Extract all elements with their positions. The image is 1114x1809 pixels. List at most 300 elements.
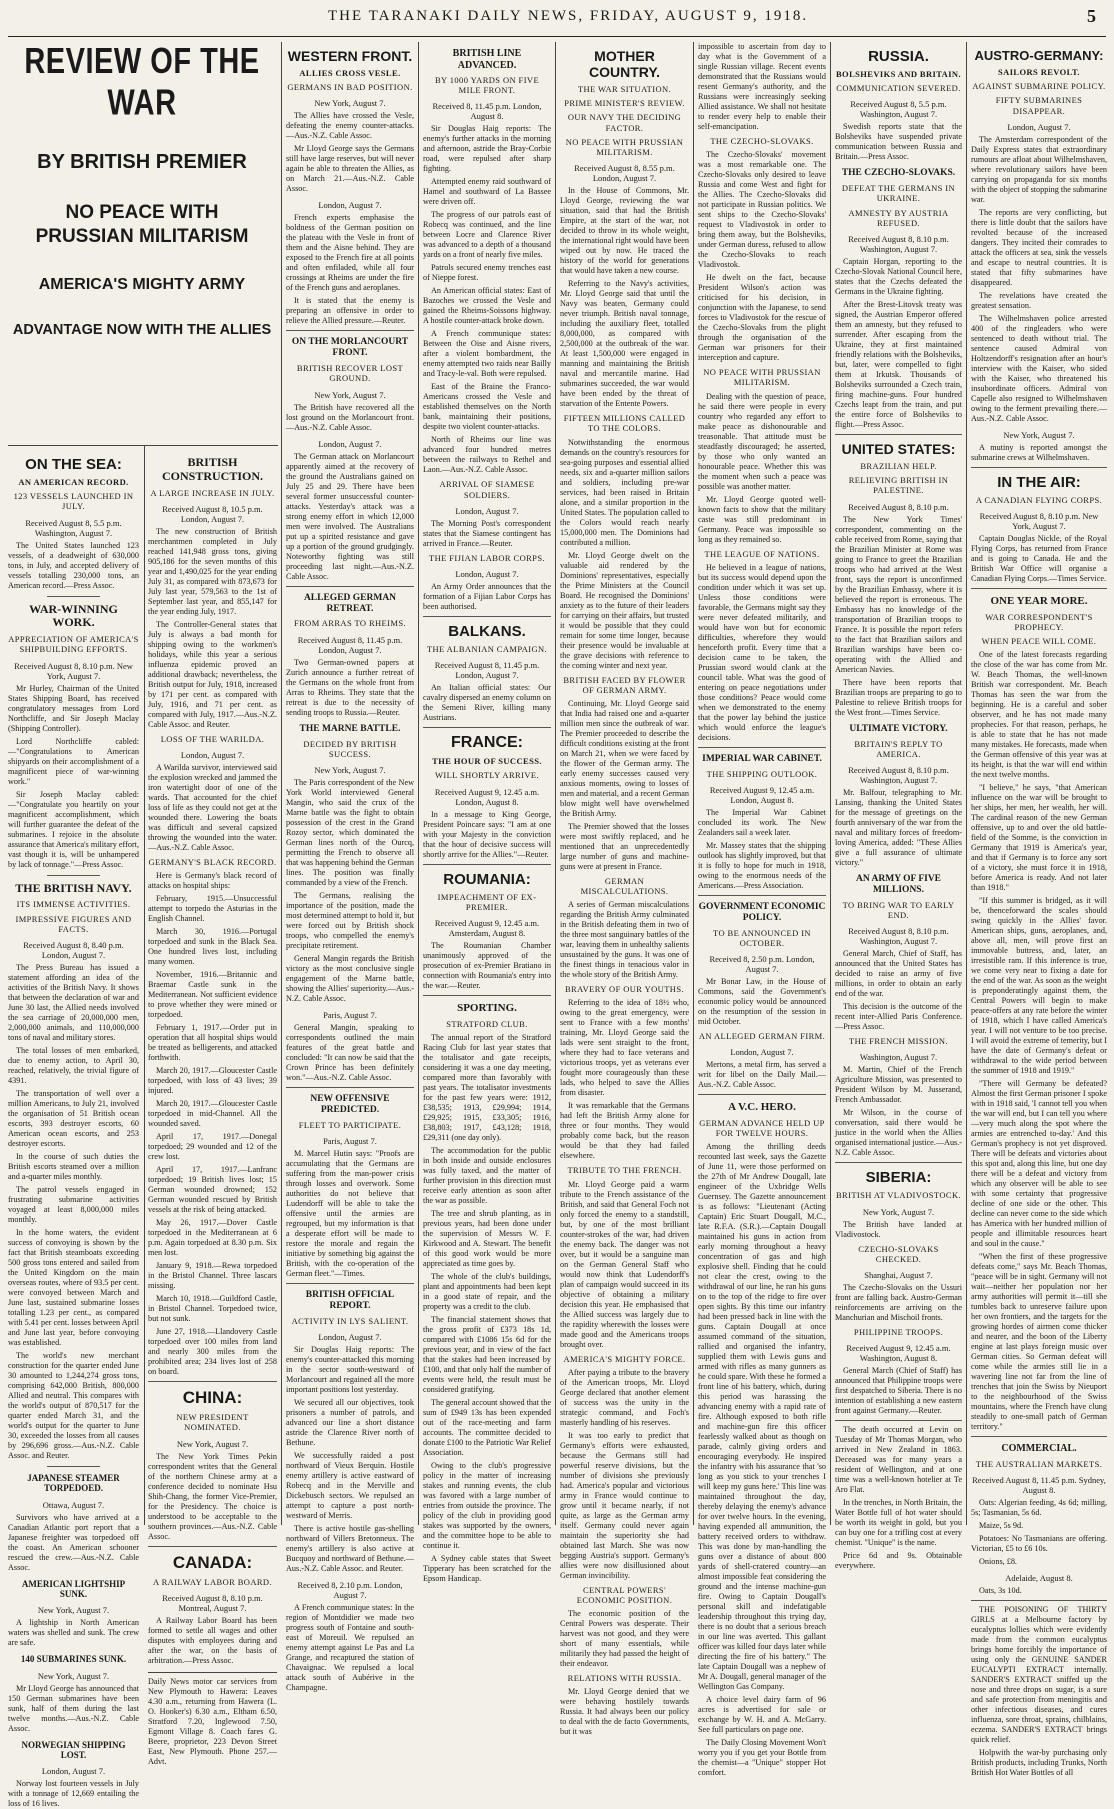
subhead: BRITISH FACED BY FLOWER OF GERMAN ARMY. [563, 674, 686, 695]
subhead: THE ALBANIAN CAMPAIGN. [426, 643, 548, 654]
divider [423, 995, 551, 996]
divider [286, 330, 414, 331]
column-rule [966, 42, 967, 1525]
paragraph: Referring to the idea of 18½ who, owing to the great emergency, were sent to France with a few months' training, Mr. Lloyd George said the lads were sent straight to the front, where they had to face veterans and victorious troops, yet as veterans ever fought more courageously than these lads, who helped to save the Allies from disaster. [560, 998, 689, 1098]
paragraph: M. Marcel Hutin says: "Proofs are accumulating that the Germans are suffering from the man-power crisis through losses and overwork. Some authorities do not believe that Ludendorff will be able to take the offensive until the armies are regrouped, but my information is that a desperate effort will be made to restore the morale and regain the initiative by something big against the British, with the co-operation of the German fleet."—Times. [286, 1148, 414, 1278]
paragraph: A French communique states: In the region of Montdidier we made two progress south of Fontaine and south-east of Moreuil. We repulsed an enemy attempt against Le Pas and La Grange, and recaptured the station of Chavaignac. We repulsed a local attack south of Aubérive in the Champagne. [286, 1602, 414, 1692]
dateline: London, August 7. [318, 1331, 382, 1342]
subhead: STRATFORD CLUB. [446, 1018, 528, 1029]
review-peace: NO PEACE WITH PRUSSIAN MILITARISM [35, 202, 249, 247]
paragraph: There have been reports that Brazilian troops are preparing to go to Palestine to relieve British troops for the West front.—Times Service. [835, 677, 962, 717]
dateline: New York, August 7. [314, 98, 386, 109]
dateline: Received August 8, 5.5 p.m. Washington, August 7. [25, 517, 122, 538]
paragraph: A choice level dairy farm of 96 acres is advertised for sale or exchange by W. H. and A. McGarry. See full particulars on page one. [698, 1695, 826, 1735]
paragraph: Mertons, a metal firm, has served a writ for libel on the Daily Mail.—Aus.-N.Z. Cable Assoc. [698, 1060, 826, 1090]
paragraph: May 26, 1917.—Dover Castle torpedoed in the Mediterranean at 6 p.m. Again torpedoed at 8.30 p.m. Six men lost. [148, 1218, 277, 1258]
column-3 [286, 42, 415, 1692]
column-rule [693, 42, 694, 1525]
dateline: New York, August 7. [37, 1670, 110, 1681]
dateline: Received 8, 2.50 p.m. London, August 7. [709, 954, 815, 975]
subhead: COMMUNICATION SEVERED. [836, 83, 961, 94]
subhead: BRITISH AT VLADIVOSTOCK. [835, 1190, 962, 1201]
dateline: Paris, August 7. [323, 1135, 377, 1146]
paragraph: The death occurred at Levin on Tuesday of Mr Thomas Morgan, who arrived in New Zealand in 1863. Deceased was for many years a resident of Wellington, and at one time was a well-known hotelier at Te Aro Flat. [835, 1425, 962, 1495]
section-head: CANADA: [172, 1552, 253, 1572]
subhead: BRITISH RECOVER LOST GROUND. [296, 363, 404, 384]
dateline: London, August 7. [41, 1766, 106, 1777]
subhead: WHEN PEACE WILL COME. [981, 635, 1097, 646]
divider [698, 1094, 826, 1095]
masthead-rule [8, 36, 1106, 37]
paragraph: June 27, 1918.—Llandovery Castle torpedoed over 100 miles from land and nearly 300 miles from the prohibited area; 234 lives lost of 258 on board. [148, 1327, 277, 1377]
subhead: THE FRENCH MISSION. [849, 1036, 948, 1047]
column-rule [144, 445, 145, 1525]
paragraph: An Italian official states: Our cavalry dispersed an enemy column on the Semeni River, killing many Austrians. [423, 683, 551, 723]
divider [835, 1420, 962, 1421]
subhead: BY 1000 YARDS ON FIVE MILE FRONT. [434, 75, 540, 96]
divider [47, 875, 99, 876]
paragraph: General March, Chief of Staff, has announced that the United States has decided to raise an army of five millions, in order to obtain an early end of the war. [835, 949, 962, 999]
paragraph: Notwithstanding the enormous demands on the country's resources for sea-going purposes and essential allied needs, six and a-quarter million sailors and soldiers, including pre-war services, had been raised in Britain alone, and a similar proportion in the United States. The population called to the Colors would reach nearly 15,000,000 men. The Dominions had contributed a million. [560, 437, 689, 547]
subhead: THE AUSTRALIAN MARKETS. [975, 1458, 1103, 1469]
paragraph: In the home waters, the evident success of convoying is shown by the fact that British steamboats exceeding 500 gross tons entered and sailed from the United Kingdom on the main overseas routes, where of 93.5 per cent. were convoyed between March and June last, sustained submarine losses totalling 1.23 per cent., as compared with 5.41 per cent. losses between April and June last year, before convoying was established. [8, 1227, 139, 1347]
dateline: Washington, August 7. [859, 1052, 938, 1063]
paragraph: Swedish reports state that the Bolsheviks have suspended private communication between Russia and Britain.—Press Assoc. [835, 122, 962, 162]
column-1 [8, 450, 139, 1809]
paragraph: November, 1916.—Britannic and Braemar Castle sunk in the Mediterranean. Not sufficient evidence to prove whether they were mined or torpedoed. [148, 970, 277, 1020]
paragraph: The reports are very conflicting, but there is little doubt that the sailors have revolted because of the increased dangers. They incited their comrades to attack the officers at sea, sink the vessels and escape to neutral countries. It is stated that fifty submarines have disappeared. [971, 207, 1107, 287]
dateline: New York, August 7. [1003, 429, 1075, 440]
headline: SPORTING. [457, 1001, 517, 1014]
paragraph: "If this summer is bridged, as it will be, thenceforward the scales should swing quickly in the Allies' favor. American ships, guns, aeroplanes, and, above all, men, will prove first an immovable buttress, and, later, an irresistible ram. If this inference is true, we come very near to fixing a date for the end of the war. As soon as the weight is preponderatingly against them, the Central Powers will begin to make peace-offers at any rate before the winter of 1918, which I have called America's year. I will not venture to be too precise. I will avoid the extreme of temerity, but I have the date of Germany's defeat or withdrawal to the wide period between the summer of 1918 and 1919." [971, 896, 1107, 1076]
paragraph: He believed in a league of nations, but its success would depend upon the condition under which it was set up. Unless those conditions were favorable, the Germans might say they were never defeated militarily, and would have won but for economic difficulties, wherefore they would henceforth profit. Every time that a decision came to be taken, the Prussian sword would clank at the council table. What was the good of entering on peace negotiations under those conditions? Peace would come when we demonstrated to the enemy that the power lay behind the justice which would enforce the league's decisions. [698, 562, 826, 742]
subhead: DECIDED BY BRITISH SUCCESS. [303, 738, 397, 759]
paragraph: In a message to King George, President Poincare says: "I am at one with your Majesty in the conviction that the hour of decisive success will shortly arrive for the Allies."—Reuter. [423, 809, 551, 859]
paragraph: Onions, £8. [979, 1556, 1017, 1566]
paragraph: Two German-owned papers at Zurich announce a further retreat of the Germans on the whole front from Arras to Rheims. They state that the retreat is due to the necessity of sending troops to Russia.—Reuter. [286, 657, 414, 717]
subhead: AMERICA'S MIGHTY FORCE. [563, 1353, 686, 1364]
paragraph: He dwelt on the fact, because President Wilson's action was criticised for his decision, in conjunction with the Japanese, to send forces to Vladivostok for the rescue of the Czecho-Slovaks from the plight through the organisation of the German war prisoners for their interception and capture. [698, 273, 826, 363]
subhead: IMPRESSIVE FIGURES AND FACTS. [15, 913, 132, 934]
review-army: AMERICA'S MIGHTY ARMY [38, 275, 246, 293]
divider [698, 895, 826, 896]
subhead: LOSS OF THE WARILDA. [160, 733, 265, 744]
dateline: Ottawa, August 7. [42, 1499, 105, 1510]
paragraph: The general account showed that the sum of £949 13s has been expended out of the race-meeting and farm accounts. The committee decided to donate £100 to the Patriotic War Relief Association. [423, 1397, 551, 1457]
column-rule [418, 42, 419, 1525]
subhead: TO BRING WAR TO EARLY END. [842, 899, 955, 920]
divider [835, 1162, 962, 1163]
headline: THE MARNE BATTLE. [299, 723, 401, 734]
newspaper-title: THE TARANAKI DAILY NEWS, FRIDAY, AUGUST 9, 1918. [328, 8, 809, 24]
divider [423, 864, 551, 865]
subhead: THE SHIPPING OUTLOOK. [706, 768, 818, 779]
subhead: PRIME MINISTER'S REVIEW. [564, 98, 685, 109]
column-6 [698, 42, 826, 1778]
subhead: GERMAN MISCALCULATIONS. [580, 875, 669, 897]
section-head: AUSTRO-GERMANY: [974, 48, 1104, 63]
paragraph: March 30, 1916.—Portugal torpedoed and sunk in the Black Sea. One hundred lives lost, including many women. [148, 927, 277, 967]
paragraph: "There will Germany be defeated? Almost the first German prisoner I spoke with in 1918 said, 'I cannot tell you when the war will end, but I can tell you where—very much along the spot where the armies are entrenched to-day.' And this German's prophecy is not yet disproved. There will be defeats and victories about this spot and, along this line, but one day there will be a defeat and victory from which any observer will be able to see with some certainty that progressive decline of one side or the other. This decline can never come to the side which has America with her hundred million of people and illimitable resources heart and soul in the cause." [971, 1079, 1107, 1249]
paragraph: Mr Lloyd George has announced that 150 German submarines have been sunk, half of them during the last twelve months.—Aus.-N.Z. Cable Assoc. [8, 1683, 139, 1733]
subhead: FIFTY SUBMARINES DISAPPEAR. [995, 95, 1083, 116]
subhead: NEW PRESIDENT NOMINATED. [176, 1412, 249, 1433]
paragraph: "I believe," he says, "that American influence on the war will be brought to her ships, her men, her wealth, her will. The cardinal reason of the new German offensive, up to and over the old battle-field of the Somme, is the conviction in Germany that 1919 is America's year, and that if Germany is to force any sort of a victory, she must force it in 1918, before America is ready. And not later than 1918." [971, 783, 1107, 893]
paragraph: The Czecho-Slovaks on the Ussuri front are falling back. Austro-German reinforcements are arriving on the Manchurian and Mischoil fronts. [835, 1282, 962, 1322]
paragraph: An Army Order announces that the formation of a Fijian Labor Corps has been authorised. [423, 581, 551, 611]
paragraph: Patrols secured enemy trenches east of Nieppe forest. [423, 263, 551, 283]
paragraph: THE POISONING OF THIRTY GIRLS at a Melbourne factory by eucalyptus lollies which were evidently made from the common eucalyptus brings home forcibly the importance of using only the GENUINE SANDER EUCALYPTI EXTRACT internally. SANDER'S EXTRACT sniffed up the nose and three drops on sugar, is a sure and safe protection from meningitis and other infectious diseases, and cures influenza, sore throat, sprains, chilblains, eczema. SANDER'S EXTRACT brings quick relief. [971, 1604, 1107, 1744]
paragraph: Holpwith the war-by purchasing only British products, including Trunks, North British Hot Water Bottles of all [971, 1747, 1107, 1777]
paragraph: The Premier showed that the losses were most swiftly replaced, and he mentioned that an unprecedentedly large number of guns and machine-guns were at present in France. [560, 821, 689, 871]
subhead: A RAILWAY LABOR BOARD. [153, 1576, 272, 1587]
paragraph: Sir Joseph Maclay cabled:—"Congratulate you heartily on your magnificent accomplishment, which will further guarantee the defeat of the submarines. I rejoice in the absolute assurance that America's military effort, vast though it is, will be unhampered by lack of tonnage."—Press Assoc. [8, 789, 139, 869]
paragraph: A Sydney cable states that Sweet Tipperary has been scratched for the Epsom Handicap. [423, 1553, 551, 1583]
dateline: London, August 7. [318, 200, 382, 211]
headline: ON THE MORLANCOURT FRONT. [291, 337, 409, 359]
subhead: RELIEVING BRITISH IN PALESTINE. [848, 475, 949, 496]
subhead: AMNESTY BY AUSTRIA REFUSED. [848, 207, 949, 228]
paragraph: Mr Hurley, Chairman of the United States Shipping Board, has received congratulatory messages from Lord Northcliffe, and Sir Joseph Maclay (Shipping Controller). [8, 683, 139, 733]
divider [423, 727, 551, 728]
subhead: GERMAN ADVANCE HELD UP FOR TWELVE HOURS. [699, 1117, 825, 1139]
subhead: ALLIES CROSS VESLE. [299, 68, 401, 78]
subhead: FIFTEEN MILLIONS CALLED TO THE COLORS. [563, 413, 686, 434]
paragraph: After the Brest-Litovsk treaty was signed, the Austrian Emperor offered them an amnesty, but they refused to surrender. After escaping from the Ukraine, they at first maintained friendly relations with the Bolsheviks, but, later, were compelled to fight them at Irkutsk. Thousands of Bolsheviks surrounded a Czech train, firing machine-guns. Four hundred Czechs leapt from the train, and put the entire force of Bolsheviks to flight.—Press Assoc. [835, 300, 962, 430]
headline: THE CZECHO-SLOVAKS. [841, 168, 956, 179]
advertisement: Daily News motor car services from New Plymouth to Hawera: Leaves 4.30 a.m., returning from Hawera (L. O. Hooker's) 6.30 a.m., Eltham 6.50, Stratford 7.20, Inglewood 7.50, Egmont Village 8. Coach fares G. Beere, proprietor, 223 Devon Street East, New Plymouth. Phone 257.—Advt. [148, 1672, 277, 1767]
dateline: Received August 8, 11.45 p.m. London, August 7. [434, 660, 540, 681]
paragraph: Mr. Lloyd George dwelt on the valuable aid rendered by the Dominions' representatives, especially the Prime Ministers at the Council Board. He recognised the Dominions' anxiety as to the future of their leaders for carrying on their affairs, but trusted it would be possible that they could remain for some time longer, because their presence would be invaluable at the grave decisions with reference to the coming winter and next year. [560, 550, 689, 670]
paragraph: We secured all our objectives, took prisoners a number of patrols, and advanced our line a short distance astride the Clarence River north of Bethune. [286, 1397, 414, 1447]
subhead: AGAINST SUBMARINE POLICY. [972, 81, 1106, 92]
paragraph: In the course of such duties the British escorts steamed over a million and a-quarter miles monthly. [8, 1151, 139, 1181]
review-byline: BY BRITISH PREMIER [37, 151, 247, 173]
paragraph: Mr. Lloyd George denied that we were behaving hostilely towards Russia. It had always been our policy to deal with the de facto Governments, but it was [560, 1687, 689, 1737]
section-head: UNITED STATES: [841, 441, 956, 458]
paragraph: Norway lost fourteen vessels in July with a tonnage of 12,669 entailing the loss of 16 lives. [8, 1779, 139, 1809]
headline: BRITISH OFFICIAL REPORT. [305, 1289, 395, 1311]
dateline: Received August 8, 8.40 p.m. London, August 7. [23, 939, 124, 960]
subhead: TO BE ANNOUNCED IN OCTOBER. [713, 927, 811, 948]
divider [971, 588, 1107, 589]
subhead: GERMANY'S BLACK RECORD. [148, 856, 277, 867]
subhead: WILL SHORTLY ARRIVE. [435, 770, 539, 781]
paragraph: The accommodation for the public in both inside and outside enclosures was fully taxed, and the matter of further provision in this direction must receive early attention as soon after the war as possible. [423, 1145, 551, 1205]
paragraph: It was remarkable that the Germans had left the British Army alone for three or four months. They would probably come back, but the reason would be that they had failed elsewhere. [560, 1101, 689, 1161]
headline: WAR-WINNING WORK. [29, 601, 118, 630]
subhead: NO PEACE WITH PRUSSIAN MILITARISM. [565, 136, 684, 157]
dateline: London, August 7. [318, 438, 382, 449]
subhead: OUR NAVY THE DECIDING FACTOR. [567, 112, 682, 133]
headline: A V.C. HERO. [728, 1101, 796, 1114]
column-5 [560, 42, 689, 1737]
paragraph: Sir Douglas Haig reports: The enemy's further attacks in the morning and afternoon, astride the Bray-Corbie road, were repulsed after sharp fighting. [423, 124, 551, 174]
paragraph: The Czecho-Slovaks' movement was a most remarkable one. The Czecho-Slovaks only desired to leave Russia and come West and fight for the Allies. The Czecho-Slovaks did not participate in Russian politics. We sent ships to the Czecho-Slovaks' request to Vladivostok in order to bring them away, but the Bolsheviks, under German duress, refused to allow the Czecho-Slovaks to reach Vladivostok. [698, 150, 826, 270]
paragraph: A Warilda survivor, interviewed said the explosion wrecked and jammed the iron watertight door of one of the wards. That accounted for the chief loss of life as they could not get at the wounded there. Lowering the boats was difficult and several capsized throwing the wounded into the water.—Aus.-N.Z. Cable Assoc. [148, 762, 277, 852]
paragraph: A series of German miscalculations regarding the British Army culminated in the British defeating them in two of the three most sanguinary battles of the war, leaving them in unhealthy salients unsustained by the guns. It was one of the finest things in tenacious valor in the whole story of the British Army. [560, 900, 689, 980]
subhead: THE FIJIAN LABOR CORPS. [429, 552, 545, 563]
paragraph: Mr. Balfour, telegraphing to Mr. Lansing, thanking the United States for the message of greetings on the fourth anniversary of the war from the naval and military forces of freedom-loving America, added: "These Allies give a full assurance of ultimate victory." [835, 787, 962, 867]
paragraph: Mr Bonar Law, in the House of Commons, said the Government's economic policy would be announced on the resumption of the session in mid October. [698, 977, 826, 1027]
subhead: THE LEAGUE OF NATIONS. [704, 548, 820, 559]
section-head: ROUMANIA: [443, 870, 531, 888]
paragraph: March 20, 1917.—Gloucester Castle torpedoed in mid-Channel. All the wounded saved. [148, 1099, 277, 1129]
page-number: 5 [1087, 6, 1096, 26]
paragraph: Sir Douglas Haig reports: The enemy's counter-attacked this morning in the sector south-westward of Morlancourt and regained all the more important positions lost yesterday. [286, 1344, 414, 1394]
subhead: NO PEACE WITH PRUSSIAN MILITARISM. [703, 367, 821, 388]
paragraph: The German attack on Morlancourt apparently aimed at the recovery of the ground the Australians gained on July 25 and 29. There have been several former unsuccessful counter-attacks. Yesterday's attack was a strong enemy effort in which 12,000 men were involved. The Australians put up a spirited resistance and gave up a portion of the ground grudgingly. Noteworthy fighting was still proceeding last night.—Aus.-N.Z. Cable Assoc. [286, 451, 414, 581]
subhead: DEFEAT THE GERMANS IN UKRAINE. [841, 183, 956, 204]
column-4 [423, 42, 551, 1583]
dateline: Received August 8, 8.10 p.m. [848, 501, 949, 512]
review-advantage: ADVANTAGE NOW WITH THE ALLIES [12, 321, 272, 338]
paragraph: Owing to the club's progressive policy in the matter of increasing stakes and running events, the club was favored with a large number of entries from outside the province. The policy of the club in providing good stakes was supported by the owners, and the committee hope to be able to continue it. [423, 1460, 551, 1550]
paragraph: The British have recovered all the lost ground on the Morlancourt front.—Aus.-N.Z. Cable Assoc. [286, 402, 414, 432]
paragraph: It is stated that the enemy is preparing an offensive in order to relieve the Allied pressure.—Reuter. [286, 296, 414, 326]
subhead: CENTRAL POWERS' ECONOMIC POSITION. [576, 1584, 673, 1605]
paragraph: The revelations have created the greatest sensation. [971, 290, 1107, 310]
divider [148, 1381, 277, 1382]
dateline: Received August 8, 8.55 p.m. London, August 7. [574, 163, 675, 184]
paragraph: French experts emphasise the boldness of the German position on the plateau with the Vesle in front of them and the Aisne behind. They are exposed to the French fire at all points and often enfiladed, while all four crossings at Rheims are under the fire of the French guns and aeroplanes. [286, 213, 414, 293]
column-8 [971, 42, 1107, 1777]
section-head: ON THE SEA: [25, 456, 122, 473]
paragraph: Mr Lloyd George says the Germans still have large reserves, but will never again be able to threaten the Allies, as on March 21.—Aus.-N.Z. Cable Assoc. [286, 144, 414, 194]
dateline: Paris, August 7. [323, 1009, 377, 1020]
dateline: Received August 8, 8.10 p.m. New York, August 7. [979, 510, 1099, 531]
section-head: WESTERN FRONT. [287, 48, 413, 64]
dateline: Received August 8, 8.10 p.m. Montreal, August 7. [162, 1592, 263, 1613]
subhead: BRITAIN'S REPLY TO AMERICA. [854, 738, 943, 759]
subhead: FLEET TO PARTICIPATE. [298, 1119, 402, 1130]
subhead: SAILORS REVOLT. [998, 67, 1080, 77]
dateline: London, August 7. [455, 505, 519, 516]
paragraph: Survivors who have arrived at a Canadian Atlantic port report that a Japanese freighter was torpedoed off the coast. An American schooner rescued the crew.—Aus.-N.Z. Cable Assoc. [8, 1512, 139, 1572]
paragraph: February 1, 1917.—Order put in operation that all hospital ships would be treated as belligerents, and attacked forthwith. [148, 1023, 277, 1063]
paragraph: February, 1915.—Unsuccessful attempt to torpedo the Asturias in the English Channel. [148, 894, 277, 924]
headline: BRITISH CONSTRUCTION. [161, 455, 263, 483]
paragraph: "When the first of these progressive defeats come," says Mr. Beach Thomas, "peace will be in sight. Germany will not wait—neither her population nor her army authorities will permit it—till she tumbles back to unreserve failure upon her own frontiers, and the targets for the growing hordes of airmen come thicker and nearer, and the boon of the Liberty engine at last plays foreign music over German cities. So German defeat will come while the armies still lie in a wavering line not far from the line of trenches that join the Swiss by Nieuport to the neighbourhood of the Swiss mountains, where the French have clung steadily to one-small patch of German territory." [971, 1252, 1107, 1432]
subhead: ITS IMMENSE ACTIVITIES. [16, 899, 131, 910]
paragraph: The new construction of British merchantmen completed in July reached 141,948 gross tons, giving 905,186 for the seven months of this year and 1,490,025 for the year ending July 31, as compared with 873,673 for July last year, 579,563 to the 1st of September last year, and 855,147 for the year ending July, 1917. [148, 526, 277, 616]
paragraph: The Controller-General states that July is always a bad month for shipping owing to the workmen's holidays, while this year a serious influenza epidemic proved an additional drawback; nevertheless, the British output for July, 1918, increased by 171 per cent. as compared with July, 1916, and 71 per cent. as compared with July, 1917.—Aus.-N.Z. Cable Assoc. and Reuter. [148, 619, 277, 729]
subhead: A LARGE INCREASE IN JULY. [150, 487, 275, 498]
divider [286, 1283, 414, 1284]
paragraph: The financial statement shows that the gross profit of £373 18s 1d, compared with £1086 15s 6d for the previous year, and in view of the fact that the stakes had been increased by £100, and that only half the number of events were held, the result must be considered gratifying. [423, 1314, 551, 1394]
paragraph: A French communique states: Between the Oise and Aisne rivers, after a violent bombardment, the enemy attempted two raids near Bailly and Tracy-le-val. Both were repulsed. [423, 329, 551, 379]
subhead: 123 VESSELS LAUNCHED IN JULY. [13, 491, 134, 512]
paragraph: March 20, 1917.—Gloucester Castle torpedoed, with loss of 43 lives; 39 injured. [148, 1066, 277, 1096]
section-head: CHINA: [182, 1388, 243, 1408]
headline: AN ARMY OF FIVE MILLIONS. [855, 873, 942, 895]
paragraph: Here is Germany's black record of attacks on hospital ships: [148, 871, 277, 891]
dateline: Received August 8, 11.45 p.m. London, August 7. [297, 634, 403, 655]
paragraph: In the trenches, in North Britain, the Water Bottle full of hot water should be worth its weight in gold, but you can buy one for a trifling cost at every chemist. "Unique" is the name. [835, 1498, 962, 1548]
paragraph: April 17, 1917.—Donegal torpedoed; 29 wounded and 12 of the crew lost. [148, 1132, 277, 1162]
paragraph: This decision is the outcome of the recent inter-Allied Paris Conference.—Press Assoc. [835, 1002, 962, 1032]
paragraph: General Mangin regards the British victory as the most conclusive single engagement of the Marne battle, showing the Allies' superiority.—Aus.-N.Z. Cable Assoc. [286, 953, 414, 1003]
dateline: Received August 8, 5.5 p.m. Washington, August 7. [850, 99, 947, 120]
subhead: THE CZECHO-SLOVAKS. [710, 136, 814, 146]
paragraph: Mr Wilson, in the course of conversation, said there would be justice in the world when the Allies organised international justice.—Aus.-N.Z. Cable Assoc. [835, 1108, 962, 1158]
paragraph: The Wilhelmshaven police arrested 400 of the ringleaders who were sentenced to death without trial. The sentence caused Admiral von Holtzendorff's resignation after an hour's interview with the Kaiser, who sided with the Kaiser, who threatened his insubordinate officers. Admiral von Capelle also resigned to Wilhelmshaven owing to the ferment prevailing there.—Aus.-N.Z. Cable Assoc. [971, 313, 1107, 423]
headline: ULTIMATE VICTORY. [849, 723, 948, 734]
divider [698, 747, 826, 748]
subhead: A CANADIAN FLYING CORPS. [975, 494, 1103, 505]
paragraph: January 9, 1918.—Rewa torpedoed in the Bristol Channel. Three lascars missing. [148, 1261, 277, 1291]
dateline: Received 8, 11.45 p.m. London, August 8. [432, 101, 542, 122]
subhead: GERMANS IN BAD POSITION. [287, 82, 413, 93]
column-2 [148, 450, 277, 1766]
paragraph: A mutiny is reported amongst the submarine crews at Wilhelmshaven. [971, 442, 1107, 462]
paragraph: There is active hostile gas-shelling northward of Villers Bretonneux. The enemy's artillery is also active at Bucquoy and northward of Bethune.—Aus.-N.Z. Cable Assoc. and Reuter. [286, 1523, 414, 1573]
paragraph: The New York Times Pekin correspondent writes that the General of the northern Chinese army at a conference decided to nominate Hsu Shih-Chang, the former Vice-Premier, for the Presidency. The choice is understood to be acceptable to the southern provinces.—Aus.-N.Z. Cable Assoc. [148, 1451, 277, 1541]
paragraph: The progress of our patrols east of Robecq was continued, and the line between Locre and Clarence River was advanced to a depth of a thousand yards on a front of nearly five miles. [423, 210, 551, 260]
paragraph: Mr. Lloyd George paid a warm tribute to the French assistance of the British, and said that General Foch not only forced the enemy to a standstill, but, by one of the most brilliant counter-strokes of the war, had driven the enemy back. The danger was not over, but it would be a sanguine man on the German General Staff who would now think that Ludendorff's plan of campaign would succeed in its objective of obtaining a military decision this year. He emphasised that the Allied success was largely due to the rapidity wherewith the losses were made good and the Americans troops brought over. [560, 1179, 689, 1349]
paragraph: Among the thrilling deeds recounted last week, says the Gazette of June 11, were those performed on the 27th of Mr Andrew Dougall, late engineer of the Uxbridge Wells Guernsey. The Gazette announcement is as follows: "Lieutenant (Acting Captain) Eric Stuart Dougall, M.C., late R.F.A. (S.R.).—Captain Dougall maintained his guns in action from early morning throughout a heavy concentration of gas and high explosive shell. Finding that he could not clear the crest, owing to the withdrawal of our line, he ran his guns on to the top of the ridge to fire over open sights. By this time our infantry had been pressed back in line with the guns. Captain Dougall at once assumed command of the situation, rallied and organised the infantry, supplied them with Lewis guns and armed with rifles as many gunners as he could spare. With these he formed a front line of his battery, which, during this period was harassing the advancing enemy with a rapid rate of fire. Although exposed to both rifle and machine-gun fire this officer fearlessly walked about as though on parade, calmly giving orders and encouraging everybody. He inspired the infantry with his assurance that 'so long as you stick to your trenches I will keep my guns here.' This line was maintained throughout the day, thereby delaying the enemy's advance for over twelve hours. In the evening, having expended all ammunition, the battery received orders to withdraw. This was done by man-handling the guns over a distance of about 800 yards of shell-cratered country—an almost impossible feat considering the ground and the intense machine-gun fire. Owing to Captain Dougall's personal skill and indefatigable leadership throughout this trying day, there is no doubt that a serious breach in our line was averted. This gallant officer was killed four days later while directing the fire of his battery." The late Captain Dougall was a nephew of Mr A. Dougall, general manager of the Wellington Gas Company. [698, 1142, 826, 1692]
dateline: Received August 8, 8.10 p.m. New York, August 7. [14, 660, 133, 681]
headline: COMMERCIAL. [1001, 1443, 1077, 1455]
paragraph: Continuing, Mr. Lloyd George said that India had raised one and a-quarter million men since the outbreak of war. The Premier proceeded to describe the difficult conditions existing at the front on March 21, when we were faced by the flower of the German army. The early enemy successes caused very anxious moments, owing to losses of men and material, and a recent German blow might well have overwhelmed the British Army. [560, 698, 689, 818]
paragraph: General Mangin, speaking to correspondents outlined the main features of the great battle and concluded: "It can now be said that the Crown Prince has been definitely won."—Aus.-N.Z. Cable Assoc. [286, 1022, 414, 1082]
paragraph: Attempted enemy raid southward of Hamel and southward of La Bassee were driven off. [423, 177, 551, 207]
paragraph: The patrol vessels engaged in frustrating submarine activities voyaged at least 8,000,000 miles monthly. [8, 1184, 139, 1224]
headline: 140 SUBMARINES SUNK. [20, 1654, 127, 1665]
paragraph: April 17, 1917.—Lanfranc torpedoed; 19 British lives lost; 15 German wounded drowned; 152 German wounded rescued by British vessels at the risk of being attacked. [148, 1165, 277, 1215]
paragraph: Oats: Algerian feeding, 4s 6d; milling, 5s; Tasmanian, 5s 6d. [971, 1497, 1107, 1517]
headline: NORWEGIAN SHIPPING LOST. [21, 1739, 126, 1760]
subhead: RELATIONS WITH RUSSIA. [567, 1673, 682, 1684]
paragraph: East of the Braine the Franco-Americans crossed the Vesle and established themselves on the North bank, maintaining their positions, despite two violent counter-attacks. [423, 382, 551, 432]
paragraph: In the House of Commons, Mr. Lloyd George, reviewing the war situation, said that had the British Empire, at the start of the war, not decided to throw in its whole weight, the international right would have been wiped out by now. He traced the history of the world for generations that would have taken a new course. [560, 186, 689, 276]
section-head: BALKANS. [448, 622, 526, 640]
dateline: Received 8, 2.10 p.m. London, August 7. [297, 1579, 403, 1600]
subhead: AN AMERICAN RECORD. [18, 477, 129, 487]
paragraph: Captain Horgan, reporting to the Czecho-Slovak National Council here, states that the Czechs defeated the Germans in the Ukraine fighting. [835, 257, 962, 297]
dateline: London, August 7. [180, 749, 245, 760]
paragraph: The New York Times' correspondent, commenting on the cable received from Rome, saying that the Brazilian Minister at Rome was going to France to greet the Brazilian troops who had arrived at the West front, says the report is unconfirmed by the Brazilian Embassy, where it is believed the report is erroneous. The Embassy has no knowledge of the transportation of Brazilian troops to France. It is possible the report refers to the fact that Brazilian sailors and Brazilian warships have been co-operating with the Allied and American Navies. [835, 514, 962, 674]
subhead: BRAZILIAN HELP. [860, 461, 937, 472]
dateline: London, August 7. [730, 1047, 794, 1058]
paragraph: It was too early to predict that Germany's efforts were exhausted, because the Germans still had powerful reserve divisions, but the number of divisions she previously had. America's popular and victorious army in France would continue to grow until it became nearly, if not quite, as large as the German army itself. Germany could never again maintain the superiority she had obtained last March. She was now begging Austria's support. Germany's allies were now disillusioned about German invincibility. [560, 1430, 689, 1580]
dateline: Adelaide, August 8. [1005, 1572, 1073, 1583]
paragraph: We successfully raided a post northward of Vieux Berquin. Hostile enemy artillery is active eastward of Robecq and in the Merville and Dickebusch sectors. We repulsed an attempt to capture a post north-westward of Merris. [286, 1450, 414, 1520]
review-title: REVIEW OF THE WAR [24, 41, 260, 123]
dateline: New York, August 7. [862, 1206, 935, 1217]
paragraph: One of the latest forecasts regarding the close of the war has come from Mr. W. Beach Thomas, the well-known British war correspondent. Mr. Beach Thomas has seen the war from the beginning. He is a careful and sober observer, and he has not made many prophecies. For that reason, perhaps, he is able to state that he has not made many mistakes. He forecasts, made when the German offensive of this year was at its height, is that the war will end within the next twelve months. [971, 650, 1107, 780]
paragraph: North of Rheims our line was advanced four hundred metres between the railways to Rethel and Laon.—Aus.-N.Z. Cable Assoc. [423, 435, 551, 475]
paragraph: Lord Northcliffe cabled:—"Congratulations to American shipyards on their accomplishment of a magnificent piece of war-winning work." [8, 736, 139, 786]
section-head: SIBERIA: [865, 1169, 932, 1187]
paragraph: The world's new merchant construction for the quarter ended June 30 amounted to 1,244,274 gross tons, comprising 642,000 British, 800,000 Allied and neutral. This compares with the world's output of 870,517 for the quarter ended March 31, and the world's output for the quarter to June 30, exceeded the losses from all causes by 296,696 gross.—Aus.-N.Z. Cable Assoc. and Reuter. [8, 1350, 139, 1460]
paragraph: Captain Douglas Nickle, of the Royal Flying Corps, has returned from France and is going to Canada. He and the British War Office will organise a Canadian Flying Corps.—Times Service. [971, 533, 1107, 583]
paragraph: The Paris correspondent of the New York World interviewed General Mangin, who said the crux of the Marne battle was the fight to obtain possession of the crest in the Grand Rozoy sector, which dominated the German lines north of the Ourcq, permitting the French to observe all that was happening behind the German lines. The position was finally commanded by a view of the French. [286, 777, 415, 887]
paragraph: An American official states: East of Bazoches we crossed the Vesle and gained the Rheims-Soissons highway. A hostile counter-attack broke down. [423, 286, 551, 326]
subhead: AN ALLEGED GERMAN FIRM. [698, 1031, 826, 1042]
column-rule [830, 42, 831, 1525]
subhead: THE WAR SITUATION. [577, 84, 672, 94]
paragraph: The Daily Closing Movement Won't worry you if you get your Bottle from the chemist—a "Unique" stopper Hot comfort. [698, 1738, 826, 1778]
dateline: London, August 7. [455, 568, 519, 579]
paragraph: Referring to the Navy's activities, Mr. Lloyd George said that until the Navy was beaten, Germany could never triumph. British naval tonnage, including the auxiliary fleet, totalled 8,000,000, as compared with 2,500,000 at the outbreak of the war. At least 1,500,000 were engaged in manning and maintaining the British naval and mercantile marine. Had submarines succeeded, the war would have been ended by the threat of starvation of the Entente Powers. [560, 279, 689, 409]
headline: GOVERNMENT ECONOMIC POLICY. [698, 901, 826, 923]
subhead: WAR CORRESPONDENT'S PROPHECY. [985, 611, 1093, 632]
divider [423, 616, 551, 617]
divider [286, 586, 414, 587]
dateline: New York, August 7. [176, 1438, 249, 1449]
paragraph: The annual report of the Stratford Racing Club for last year states that the totalisator and gate receipts, considering it was a one day meeting, compared more than favorably with past years. The totalisator investments for the past few years were: 1912, £38,535; 1913, £29,994; 1914, £29,925; 1915, £33,305; 1916, £38,803; 1917, £43,128; 1918, £29,311 (one day only). [423, 1032, 551, 1142]
dateline: Received August 9, 12.45 a.m. London, August 8. [434, 786, 540, 807]
headline: THE BRITISH NAVY. [15, 880, 132, 895]
review-banner [8, 42, 276, 442]
dateline: Received August 8, 10.5 p.m. London, August 7. [162, 503, 263, 524]
paragraph: The transportation of well over a million Americans, to July 21, involved the organisation of 51 British ocean escorts, 393 destroyer escorts, 60 American ocean escorts, and 253 destroyer escorts. [8, 1088, 139, 1148]
subhead: APPRECIATION OF AMERICA'S SHIPBUILDING EFFORTS. [8, 634, 139, 655]
column-rule [281, 42, 282, 1525]
divider [47, 1466, 99, 1467]
paragraph: The economic position of the Central Powers was desperate. Their harvest was not good, and they were short of many essentials, while militarily they had passed the height of their endeavor. [560, 1609, 689, 1669]
subhead: THE HOUR OF SUCCESS. [432, 756, 542, 767]
paragraph: The Allies have crossed the Vesle, defeating the enemy counter-attacks.—Aus.-N.Z. Cable Assoc. [286, 111, 414, 141]
paragraph: March 10, 1918.—Guildford Castle, in Bristol Channel. Torpedoed twice, but not sunk. [148, 1294, 277, 1324]
paragraph: The total losses of men embarked, due to enemy action, to April 30, reached, relatively, the trivial figure of 4391. [8, 1045, 139, 1085]
subhead: FROM ARRAS TO RHEIMS. [293, 618, 406, 629]
column-7 [835, 42, 962, 1571]
paragraph: Mr. Lloyd George quoted well-known facts to show that the military caste was still predominant in Germany. Peace was impossible so long as they remained so. [698, 494, 826, 544]
subhead: IMPEACHMENT OF EX-PREMIER. [437, 891, 537, 912]
column-rule [555, 42, 556, 1525]
dateline: London, August 7. [1007, 121, 1071, 132]
divider [835, 434, 962, 435]
dateline: New York, August 7. [314, 764, 386, 775]
paragraph: A Railway Labor Board has been formed to settle all wages and other disputes with employees during and after the war, on the basis of arbitration.—Press Assoc. [148, 1615, 277, 1665]
paragraph: Maize, 5s 9d. [979, 1520, 1024, 1530]
review-rule [8, 445, 278, 446]
paragraph: The United States launched 123 vessels, of a deadweight of 630,000 tons, in July, and accepted delivery of vessels totalling 230,000 tons, an American record.—Press Assoc. [8, 540, 139, 590]
dateline: Received August 9, 12.45 a.m. Amsterdam, August 8. [434, 917, 540, 938]
headline: BRITISH LINE ADVANCED. [452, 48, 522, 71]
dateline: Received August 8, 8.10 p.m. Washington, August 7. [848, 926, 949, 947]
dateline: Received August 8, 11.45 p.m. Sydney, August 8. [972, 1474, 1106, 1495]
paragraph: M. Martin, Chief of the French Agriculture Mission, was presented to President Wilson by M. Jusserand, French Ambassador. [835, 1065, 962, 1105]
paragraph: Potatoes: No Tasmanians are offering. Victorian, £5 to £6 10s. [971, 1533, 1107, 1553]
paragraph: Dealing with the question of peace, he said there were people in every country who regarded any effort to make peace as dishonourable and treasonable. That attitude must be steadfastly discouraged; he asserted, by those who only wanted an honourable peace. Whether this was the moment when such a peace was possible was another matter. [698, 391, 826, 491]
paragraph: The Roumanian Chamber unanimously approved of the prosecution of ex-Premier Bratiano in connection with Roumania's entry into the war.—Reuter. [423, 940, 551, 990]
divider [148, 1546, 277, 1547]
paragraph: The Germans, realising the importance of the position, made the most determined attempt to hold it, but were forced out by British shock troops, who compelled the enemy's precipitate retirement. [286, 890, 414, 950]
paragraph: The Imperial War Cabinet concluded its work. The New Zealanders sail a week later. [698, 807, 826, 837]
paragraph: The tree and shrub planting, as in previous years, had been done under the supervision of Messrs W. F. Kirkwood and A. Stewart. The benefit of this good work would be more appreciated as time goes by. [423, 1208, 551, 1268]
headline: AMERICAN LIGHTSHIP SUNK. [21, 1578, 126, 1599]
subhead: PHILIPPINE TROOPS. [853, 1326, 944, 1337]
paragraph: Price 6d and 9s. Obtainable everywhere. [835, 1551, 962, 1571]
headline: ALLEGED GERMAN RETREAT. [303, 592, 397, 614]
paragraph: General March (Chief of Staff) has announced that Philippine troops were first despatched to Siberia. There is no intention of establishing a new eastern front against Germany.—Reuter. [835, 1366, 962, 1416]
dateline: New York, August 7. [314, 389, 386, 400]
subhead: BRAVERY OF OUR YOUTHS. [564, 984, 684, 995]
section-head: IN THE AIR: [997, 473, 1081, 491]
dateline: Received August 9, 12.45 a.m. Washington, August 8. [846, 1343, 951, 1364]
headline: JAPANESE STEAMER TORPEDOED. [27, 1472, 120, 1494]
dateline: Received August 8, 8.10 p.m. Washington, August 7. [848, 764, 949, 785]
dateline: Shanghai, August 7. [864, 1269, 933, 1280]
paragraph: After paying a tribute to the bravery of the American troops, Mr. Lloyd George declared that another element of success was the unity in the strategic command, and Foch's masterly handling of his reserves. [560, 1367, 689, 1427]
headline: ONE YEAR MORE. [990, 594, 1088, 607]
dateline: Received August 9, 12.45 a.m. London, August 8. [709, 784, 815, 805]
section-head: MOTHER COUNTRY. [588, 48, 661, 80]
divider [47, 596, 99, 597]
